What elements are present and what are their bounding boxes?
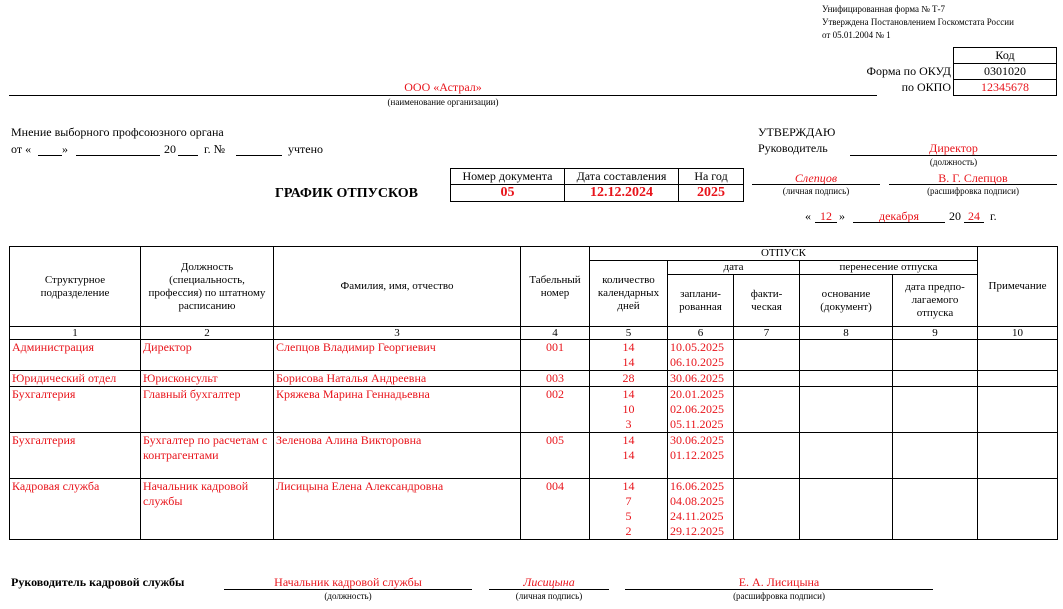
row-days	[590, 387, 668, 433]
form-header	[822, 3, 1014, 42]
row-date-value: 20.01.2025	[670, 387, 724, 401]
union-month-line	[76, 155, 160, 156]
okud-label: Форма по ОКУД	[866, 64, 951, 78]
row-date-value: 30.06.2025	[670, 371, 724, 385]
row-date-value: 24.11.2025	[670, 509, 724, 523]
row-date-value: 04.08.2025	[670, 494, 724, 508]
document-year-label: На год	[679, 169, 744, 185]
row-days-value: 14	[622, 340, 635, 354]
col-number-7: 7	[734, 327, 800, 340]
row-dept: Юридический отдел	[10, 371, 141, 387]
col-number-10: 10	[978, 327, 1058, 340]
row-date-value: 02.06.2025	[670, 402, 724, 416]
header-vacation: ОТПУСК	[590, 247, 978, 261]
footer-signature-caption: (личная подпись)	[515, 591, 583, 601]
row-days-value: 28	[622, 371, 635, 385]
row-days	[590, 340, 668, 371]
row-actual	[734, 479, 800, 540]
col-number-2: 2	[141, 327, 274, 340]
row-days-value: 7	[625, 494, 632, 508]
table-row	[10, 371, 1058, 387]
header-note: Примечание	[978, 247, 1058, 327]
row-reason	[800, 479, 893, 540]
approve-position: Директор	[929, 141, 978, 155]
col-number-4: 4	[521, 327, 590, 340]
union-opinion-label: Мнение выборного профсоюзного органа	[11, 125, 224, 139]
row-dates	[668, 340, 734, 371]
row-position: Главный бухгалтер	[141, 387, 274, 433]
header-reason: основание (документ)	[800, 275, 893, 327]
row-fio: Лисицына Елена Александровна	[274, 479, 521, 540]
header-expected: дата предпо-лагаемого отпуска	[893, 275, 978, 327]
col-number-6: 6	[668, 327, 734, 340]
approve-decoding-line	[889, 184, 1057, 185]
approve-day-line	[815, 222, 837, 223]
row-reason	[800, 371, 893, 387]
row-position: Бухгалтер по расчетам с контрагентами	[141, 433, 274, 479]
organization-line	[9, 95, 877, 96]
approve-decoding-caption: (расшифровка подписи)	[927, 186, 1019, 196]
row-actual	[734, 340, 800, 371]
union-year-line	[178, 155, 198, 156]
union-number-line	[236, 155, 282, 156]
union-g-num: г. №	[204, 142, 226, 156]
row-note	[978, 479, 1058, 540]
row-fio: Зеленова Алина Викторовна	[274, 433, 521, 479]
row-dept: Бухгалтерия	[10, 433, 141, 479]
header-transfer: перенесение отпуска	[800, 261, 978, 275]
row-tab: 002	[521, 387, 590, 433]
table-row	[10, 340, 1058, 371]
row-days-value: 14	[622, 479, 635, 493]
footer-decoding: Е. А. Лисицына	[738, 575, 820, 589]
row-actual	[734, 387, 800, 433]
row-days	[590, 371, 668, 387]
header-fio: Фамилия, имя, отчество	[274, 247, 521, 327]
approve-signature-line	[752, 184, 880, 185]
col-number-3: 3	[274, 327, 521, 340]
form-header-line3: от 05.01.2004 № 1	[822, 30, 891, 40]
okud-value: 0301020	[954, 64, 1057, 80]
organization-name: ООО «Астрал»	[404, 80, 482, 94]
row-fio: Кряжева Марина Геннадьевна	[274, 387, 521, 433]
row-days	[590, 433, 668, 479]
row-fio: Слепцов Владимир Георгиевич	[274, 340, 521, 371]
row-tab: 005	[521, 433, 590, 479]
footer-label: Руководитель кадровой службы	[11, 575, 185, 589]
approve-title: УТВЕРЖДАЮ	[758, 125, 836, 139]
approve-g: г.	[990, 209, 997, 223]
document-number-table	[450, 168, 744, 202]
approve-year-prefix: 20	[949, 209, 961, 223]
approve-position-line	[850, 155, 1057, 156]
row-fio: Борисова Наталья Андреевна	[274, 371, 521, 387]
row-reason	[800, 340, 893, 371]
footer-position-line	[224, 589, 472, 590]
document-number: 05	[451, 185, 565, 202]
row-date-value: 06.10.2025	[670, 355, 724, 369]
approve-month-line	[853, 222, 945, 223]
row-actual	[734, 371, 800, 387]
row-days	[590, 479, 668, 540]
approve-day: 12	[820, 209, 832, 223]
approve-year: 24	[968, 209, 980, 223]
union-ot: от «	[11, 142, 32, 156]
row-note	[978, 340, 1058, 371]
form-header-line1: Унифицированная форма № Т-7	[822, 4, 946, 14]
approve-close-quote: »	[839, 209, 845, 223]
approve-open-quote: «	[805, 209, 811, 223]
union-uchteno: учтено	[288, 142, 324, 156]
document-number-label: Номер документа	[451, 169, 565, 185]
approve-month: декабря	[878, 209, 920, 223]
row-tab: 003	[521, 371, 590, 387]
form-header-line2: Утверждена Постановлением Госкомстата России	[822, 17, 1014, 27]
col-number-8: 8	[800, 327, 893, 340]
row-date-value: 05.11.2025	[670, 417, 724, 431]
table-row	[10, 433, 1058, 479]
row-dept: Администрация	[10, 340, 141, 371]
document-year: 2025	[679, 185, 744, 202]
row-actual	[734, 433, 800, 479]
approve-position-caption: (должность)	[929, 157, 978, 167]
row-note	[978, 433, 1058, 479]
row-position: Юрисконсульт	[141, 371, 274, 387]
row-reason	[800, 433, 893, 479]
document-title: ГРАФИК ОТПУСКОВ	[275, 186, 418, 201]
row-position: Директор	[141, 340, 274, 371]
row-expected	[893, 433, 978, 479]
row-note	[978, 387, 1058, 433]
row-dates	[668, 433, 734, 479]
footer-signature: Лисицына	[523, 575, 575, 589]
approve-decoding: В. Г. Слепцов	[938, 171, 1008, 185]
footer-position: Начальник кадровой службы	[274, 575, 422, 589]
row-date-value: 16.06.2025	[670, 479, 724, 493]
row-dept: Кадровая служба	[10, 479, 141, 540]
row-expected	[893, 387, 978, 433]
row-expected	[893, 340, 978, 371]
union-year-prefix: 20	[164, 142, 176, 156]
row-days-value: 14	[622, 433, 635, 447]
row-tab: 004	[521, 479, 590, 540]
footer-signature-line	[489, 589, 609, 590]
row-date-value: 10.05.2025	[670, 340, 724, 354]
header-tab: Табельный номер	[521, 247, 590, 327]
footer-position-caption: (должность)	[324, 591, 372, 601]
row-days-value: 3	[625, 417, 632, 431]
footer-decoding-caption: (расшифровка подписи)	[733, 591, 825, 601]
union-close-quote: »	[62, 142, 68, 156]
document-date: 12.12.2024	[565, 185, 679, 202]
row-tab: 001	[521, 340, 590, 371]
row-days-value: 14	[622, 355, 635, 369]
col-number-9: 9	[893, 327, 978, 340]
row-days-value: 10	[622, 402, 635, 416]
row-reason	[800, 387, 893, 433]
row-days-value: 2	[625, 524, 632, 538]
approve-head-label: Руководитель	[758, 141, 828, 155]
header-planned: заплани-рованная	[668, 275, 734, 327]
header-days: количество календарных дней	[590, 261, 668, 327]
document-date-label: Дата составления	[565, 169, 679, 185]
row-expected	[893, 479, 978, 540]
row-days-value: 14	[622, 448, 635, 462]
header-actual: факти-ческая	[734, 275, 800, 327]
header-date: дата	[668, 261, 800, 275]
table-row	[10, 387, 1058, 433]
header-dept: Структурное подразделение	[10, 247, 141, 327]
approve-signature-caption: (личная подпись)	[782, 186, 850, 196]
organization-caption: (наименование организации)	[387, 97, 499, 107]
row-note	[978, 371, 1058, 387]
row-dates	[668, 479, 734, 540]
codes-table	[953, 47, 1057, 96]
okpo-label: по ОКПО	[901, 80, 951, 94]
row-days-value: 5	[625, 509, 632, 523]
row-date-value: 01.12.2025	[670, 448, 724, 462]
col-number-1: 1	[10, 327, 141, 340]
approve-signature: Слепцов	[794, 171, 838, 185]
row-days-value: 14	[622, 387, 635, 401]
row-expected	[893, 371, 978, 387]
kod-label: Код	[954, 48, 1057, 64]
vacation-schedule-table	[9, 246, 1058, 540]
row-dates	[668, 387, 734, 433]
table-row	[10, 479, 1058, 540]
row-position: Начальник кадровой службы	[141, 479, 274, 540]
col-number-5: 5	[590, 327, 668, 340]
header-position: Должность (специальность, профессия) по штатному расписанию	[141, 247, 274, 327]
row-date-value: 29.12.2025	[670, 524, 724, 538]
row-date-value: 30.06.2025	[670, 433, 724, 447]
row-dates	[668, 371, 734, 387]
footer-decoding-line	[625, 589, 933, 590]
okpo-value: 12345678	[954, 80, 1057, 96]
approve-year-line	[964, 222, 984, 223]
union-day-line	[38, 155, 62, 156]
row-dept: Бухгалтерия	[10, 387, 141, 433]
